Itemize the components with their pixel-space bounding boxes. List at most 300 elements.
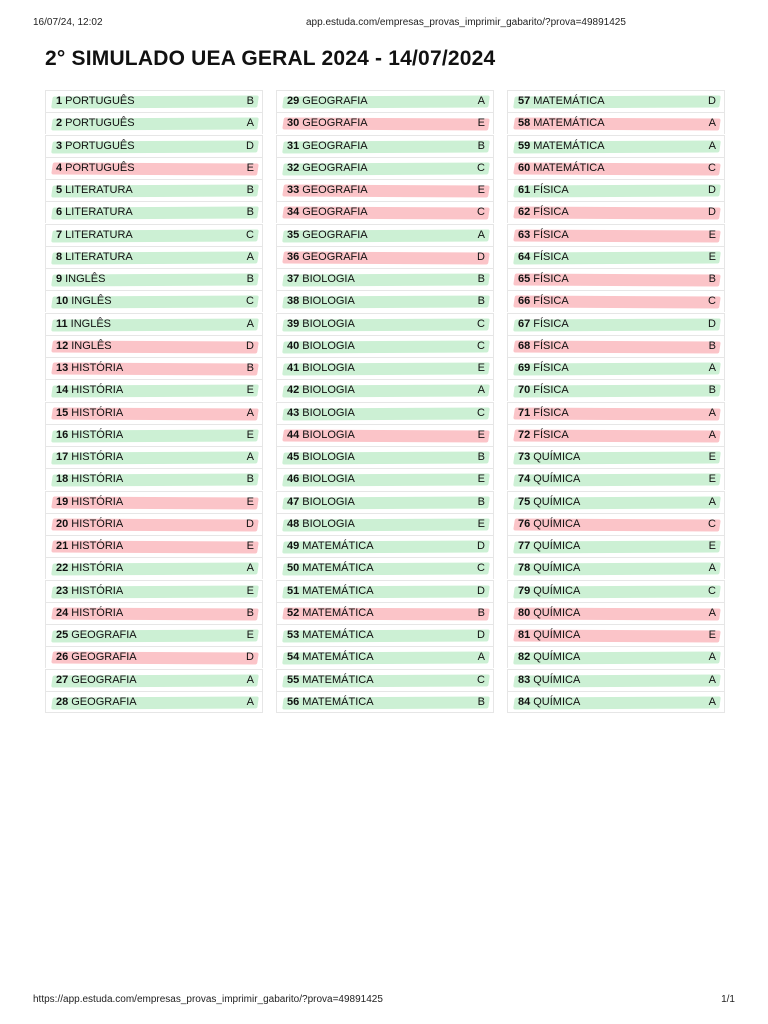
answer-row <box>276 179 494 201</box>
question-subject: QUÍMICA <box>533 584 581 597</box>
question-number: 64 <box>518 250 531 263</box>
answer-letter: B <box>477 273 485 285</box>
question-number: 63 <box>518 228 531 241</box>
question-subject: GEOGRAFIA <box>302 206 368 219</box>
answer-row <box>507 224 725 246</box>
question-subject: GEOGRAFIA <box>302 184 368 196</box>
answer-row <box>276 268 494 290</box>
question-number: 13 <box>56 362 69 374</box>
answer-letter: E <box>246 495 254 508</box>
question-label <box>56 384 123 397</box>
question-subject: MATEMÁTICA <box>533 95 605 107</box>
question-subject: MATEMÁTICA <box>533 161 605 174</box>
answer-row <box>276 224 494 246</box>
answer-row <box>45 513 263 535</box>
question-label <box>518 251 569 264</box>
answer-row <box>45 402 263 424</box>
answer-letter: E <box>477 362 485 374</box>
question-number: 79 <box>518 584 531 597</box>
question-label <box>56 295 112 308</box>
answer-row <box>45 290 263 312</box>
answer-row <box>507 491 725 513</box>
question-subject: PORTUGUÊS <box>65 95 135 107</box>
answer-letter: E <box>246 629 254 641</box>
question-number: 43 <box>287 406 300 419</box>
question-number: 81 <box>518 629 531 641</box>
question-subject: MATEMÁTICA <box>302 695 374 708</box>
answer-letter: A <box>246 250 254 263</box>
question-subject: BIOLOGIA <box>302 428 355 441</box>
question-number: 83 <box>518 673 531 686</box>
question-label <box>56 518 123 531</box>
answer-row <box>276 491 494 513</box>
question-subject: MATEMÁTICA <box>302 606 374 619</box>
question-number: 48 <box>287 517 300 530</box>
question-label <box>287 473 355 486</box>
answer-row <box>45 624 263 646</box>
answer-row <box>507 424 725 446</box>
question-label <box>56 540 123 553</box>
question-label <box>56 251 133 264</box>
answer-letter: A <box>246 117 254 130</box>
answer-letter: B <box>477 295 485 308</box>
answer-letter: A <box>708 139 716 152</box>
question-number: 9 <box>56 273 63 285</box>
question-subject: FÍSICA <box>533 295 569 308</box>
answer-letter: A <box>246 673 254 686</box>
question-number: 65 <box>518 273 531 285</box>
answer-row <box>45 112 263 134</box>
question-label <box>56 318 111 331</box>
page-number: 1/1 <box>721 994 735 1005</box>
question-subject: BIOLOGIA <box>302 295 355 308</box>
answer-row <box>276 624 494 646</box>
answer-row <box>45 669 263 691</box>
answer-letter: E <box>477 117 485 130</box>
question-label <box>287 407 355 420</box>
question-number: 45 <box>287 451 300 463</box>
question-label <box>287 562 374 575</box>
answer-row <box>276 357 494 379</box>
question-subject: FÍSICA <box>533 428 569 441</box>
question-label <box>287 362 355 375</box>
question-label <box>287 540 374 553</box>
question-subject: BIOLOGIA <box>302 451 355 463</box>
question-subject: FÍSICA <box>533 273 569 285</box>
answer-row <box>276 157 494 179</box>
answer-row <box>276 580 494 602</box>
question-label <box>518 140 605 153</box>
question-subject: QUÍMICA <box>533 673 581 686</box>
answer-letter: E <box>708 250 716 263</box>
answer-letter: D <box>477 584 485 597</box>
question-subject: LITERATURA <box>65 206 133 219</box>
question-subject: QUÍMICA <box>533 451 581 463</box>
question-subject: MATEMÁTICA <box>302 540 374 552</box>
question-number: 55 <box>287 673 300 686</box>
answer-row <box>276 112 494 134</box>
question-number: 30 <box>287 117 300 130</box>
question-label <box>287 496 355 509</box>
question-number: 19 <box>56 495 69 508</box>
question-subject: BIOLOGIA <box>302 362 355 374</box>
question-number: 53 <box>287 629 300 641</box>
answer-letter: E <box>708 540 716 552</box>
question-subject: PORTUGUÊS <box>65 139 135 152</box>
answer-letter: C <box>477 406 485 419</box>
answer-row <box>45 446 263 468</box>
question-label <box>56 451 123 464</box>
question-label <box>518 562 580 575</box>
answer-letter: E <box>246 428 254 441</box>
question-number: 39 <box>287 317 300 330</box>
question-label <box>518 429 569 442</box>
answer-row <box>45 357 263 379</box>
answer-row <box>507 669 725 691</box>
question-subject: BIOLOGIA <box>302 273 355 285</box>
question-label <box>518 585 580 598</box>
question-subject: HISTÓRIA <box>71 562 124 575</box>
question-subject: QUÍMICA <box>533 695 581 708</box>
answer-row <box>507 135 725 157</box>
answer-row <box>45 535 263 557</box>
question-label <box>287 184 368 197</box>
question-number: 66 <box>518 295 531 308</box>
question-number: 57 <box>518 95 531 107</box>
question-subject: BIOLOGIA <box>302 384 355 397</box>
question-number: 76 <box>518 517 531 530</box>
answer-row <box>45 691 263 713</box>
answer-row <box>45 424 263 446</box>
question-subject: BIOLOGIA <box>302 495 355 508</box>
question-number: 15 <box>56 406 69 419</box>
question-subject: FÍSICA <box>533 228 569 241</box>
question-number: 46 <box>287 473 300 486</box>
question-subject: HISTÓRIA <box>71 384 124 397</box>
question-number: 4 <box>56 161 63 174</box>
question-subject: QUÍMICA <box>533 562 581 575</box>
question-label <box>518 651 580 664</box>
answer-row <box>507 646 725 668</box>
question-label <box>518 629 580 642</box>
question-label <box>518 229 569 242</box>
question-subject: MATEMÁTICA <box>302 629 374 641</box>
answer-letter: A <box>246 317 254 330</box>
print-date: 16/07/24, 12:02 <box>33 17 103 28</box>
question-label <box>56 362 123 375</box>
answer-row <box>45 335 263 357</box>
question-subject: LITERATURA <box>65 250 133 263</box>
question-number: 3 <box>56 139 63 152</box>
answer-row <box>507 468 725 490</box>
answer-letter: C <box>708 584 716 597</box>
answer-row <box>45 157 263 179</box>
question-subject: FÍSICA <box>533 317 569 330</box>
answer-letter: A <box>708 651 716 664</box>
answer-letter: E <box>477 517 485 530</box>
answer-row <box>45 90 263 112</box>
answer-row <box>507 246 725 268</box>
question-label <box>518 95 605 108</box>
question-number: 23 <box>56 584 69 597</box>
question-subject: INGLÊS <box>65 273 106 285</box>
answer-letter: E <box>246 540 254 552</box>
question-subject: HISTÓRIA <box>71 473 124 486</box>
answer-letter: B <box>708 273 716 285</box>
answer-row <box>507 335 725 357</box>
question-number: 36 <box>287 250 300 263</box>
question-label <box>56 407 123 420</box>
answer-row <box>276 535 494 557</box>
print-footer <box>33 994 735 1008</box>
question-subject: HISTÓRIA <box>71 584 124 597</box>
print-header <box>33 17 735 31</box>
question-subject: MATEMÁTICA <box>302 562 374 575</box>
answer-letter: D <box>477 250 485 263</box>
answer-row <box>276 646 494 668</box>
question-subject: INGLÊS <box>71 295 112 308</box>
answer-letter: A <box>246 406 254 419</box>
answer-row <box>45 646 263 668</box>
answer-row <box>45 135 263 157</box>
question-subject: MATEMÁTICA <box>302 673 374 686</box>
question-number: 70 <box>518 384 531 397</box>
question-subject: QUÍMICA <box>533 629 581 641</box>
question-subject: QUÍMICA <box>533 473 581 486</box>
answer-row <box>276 691 494 713</box>
question-label <box>287 429 355 442</box>
answer-letter: A <box>708 428 716 441</box>
question-subject: GEOGRAFIA <box>71 629 137 641</box>
question-subject: MATEMÁTICA <box>533 117 605 130</box>
question-number: 31 <box>287 139 300 152</box>
answer-row <box>507 557 725 579</box>
answer-letter: D <box>477 540 485 552</box>
question-number: 67 <box>518 317 531 330</box>
question-label <box>56 162 135 175</box>
answer-row <box>276 90 494 112</box>
question-label <box>56 184 133 197</box>
question-label <box>518 273 569 286</box>
answer-row <box>45 580 263 602</box>
answer-letter: D <box>246 339 254 352</box>
question-label <box>287 229 368 242</box>
question-label <box>518 496 580 509</box>
question-number: 21 <box>56 540 69 552</box>
question-label <box>518 162 605 175</box>
question-number: 82 <box>518 651 531 664</box>
question-subject: PORTUGUÊS <box>65 117 135 130</box>
question-number: 1 <box>56 95 63 107</box>
answer-row <box>276 513 494 535</box>
question-number: 8 <box>56 250 63 263</box>
question-label <box>287 251 368 264</box>
question-label <box>287 206 368 219</box>
question-label <box>56 651 137 664</box>
question-subject: GEOGRAFIA <box>302 117 368 130</box>
question-label <box>287 585 374 598</box>
answer-letter: D <box>246 139 254 152</box>
question-number: 20 <box>56 517 69 530</box>
answer-letter: A <box>708 406 716 419</box>
answer-letter: A <box>477 651 485 664</box>
question-label <box>56 473 123 486</box>
answer-row <box>45 313 263 335</box>
answer-letter: E <box>477 184 485 196</box>
question-label <box>287 295 355 308</box>
question-subject: HISTÓRIA <box>71 606 124 619</box>
answer-letter: C <box>246 228 254 241</box>
question-number: 56 <box>287 695 300 708</box>
answer-letter: C <box>477 206 485 219</box>
question-label <box>287 607 374 620</box>
question-number: 69 <box>518 362 531 374</box>
question-number: 27 <box>56 673 69 686</box>
answer-letter: A <box>708 695 716 708</box>
question-subject: FÍSICA <box>533 362 569 374</box>
answer-row <box>507 112 725 134</box>
answer-letter: A <box>708 606 716 619</box>
question-subject: HISTÓRIA <box>71 406 124 419</box>
question-subject: FÍSICA <box>533 184 569 196</box>
question-label <box>56 429 123 442</box>
answer-row <box>45 246 263 268</box>
answer-letter: B <box>708 339 716 352</box>
answer-letter: C <box>708 517 716 530</box>
answer-letter: D <box>708 206 716 219</box>
question-subject: GEOGRAFIA <box>71 695 137 708</box>
answer-letter: C <box>477 562 485 575</box>
question-label <box>287 629 374 642</box>
question-number: 16 <box>56 428 69 441</box>
question-label <box>518 674 580 687</box>
answer-letter: E <box>246 384 254 397</box>
question-number: 41 <box>287 362 300 374</box>
answer-letter: E <box>477 428 485 441</box>
question-number: 60 <box>518 161 531 174</box>
page-title: 2° SIMULADO UEA GERAL 2024 - 14/07/2024 <box>45 47 496 70</box>
question-label <box>287 95 368 108</box>
question-label <box>518 540 580 553</box>
answer-letter: C <box>477 673 485 686</box>
answer-row <box>45 557 263 579</box>
answer-row <box>507 580 725 602</box>
question-label <box>287 696 374 709</box>
answer-letter: D <box>246 651 254 664</box>
question-number: 7 <box>56 228 63 241</box>
answer-letter: A <box>708 117 716 130</box>
question-label <box>518 362 569 375</box>
question-subject: QUÍMICA <box>533 651 581 664</box>
question-number: 71 <box>518 406 531 419</box>
question-subject: PORTUGUÊS <box>65 161 135 174</box>
question-number: 42 <box>287 384 300 397</box>
question-number: 50 <box>287 562 300 575</box>
answer-letter: B <box>246 362 254 374</box>
answer-row <box>507 691 725 713</box>
question-label <box>287 518 355 531</box>
answer-letter: D <box>708 95 716 107</box>
question-label <box>518 384 569 397</box>
question-label <box>56 206 133 219</box>
question-subject: BIOLOGIA <box>302 406 355 419</box>
question-number: 61 <box>518 184 531 196</box>
answer-letter: A <box>708 562 716 575</box>
question-subject: INGLÊS <box>71 339 112 352</box>
answer-letter: A <box>477 95 485 107</box>
answer-letter: D <box>477 629 485 641</box>
question-subject: QUÍMICA <box>533 517 581 530</box>
answer-letter: B <box>708 384 716 397</box>
question-subject: BIOLOGIA <box>302 517 355 530</box>
answer-row <box>276 246 494 268</box>
question-subject: HISTÓRIA <box>71 428 124 441</box>
answer-letter: A <box>708 362 716 374</box>
question-number: 49 <box>287 540 300 552</box>
answer-row <box>276 290 494 312</box>
question-label <box>56 273 105 286</box>
question-number: 40 <box>287 339 300 352</box>
question-label <box>287 273 355 286</box>
answer-row <box>507 402 725 424</box>
answer-letter: D <box>246 517 254 530</box>
question-subject: QUÍMICA <box>533 606 581 619</box>
question-number: 59 <box>518 139 531 152</box>
answer-letter: B <box>246 95 254 107</box>
question-number: 58 <box>518 117 531 130</box>
answer-letter: B <box>246 184 254 196</box>
answer-letter: D <box>708 184 716 196</box>
answer-row <box>507 535 725 557</box>
question-label <box>287 318 355 331</box>
answer-row <box>276 446 494 468</box>
answer-letter: E <box>477 473 485 486</box>
answer-row <box>45 268 263 290</box>
answer-row <box>276 402 494 424</box>
question-subject: GEOGRAFIA <box>302 139 368 152</box>
question-subject: QUÍMICA <box>533 540 581 552</box>
answer-letter: D <box>708 317 716 330</box>
question-subject: LITERATURA <box>65 184 133 196</box>
question-number: 80 <box>518 606 531 619</box>
question-number: 22 <box>56 562 69 575</box>
answer-letter: B <box>246 473 254 486</box>
question-label <box>518 451 580 464</box>
answer-letter: A <box>708 495 716 508</box>
answer-letter: C <box>477 317 485 330</box>
question-label <box>56 696 137 709</box>
answer-letter: E <box>708 228 716 241</box>
answer-row <box>276 135 494 157</box>
question-label <box>518 696 580 709</box>
answer-row <box>276 313 494 335</box>
question-subject: LITERATURA <box>65 228 133 241</box>
answer-letter: B <box>477 606 485 619</box>
question-number: 77 <box>518 540 531 552</box>
answer-row <box>276 557 494 579</box>
question-label <box>287 384 355 397</box>
answer-letter: A <box>246 451 254 463</box>
question-label <box>518 295 569 308</box>
question-number: 6 <box>56 206 63 219</box>
answer-letter: A <box>477 384 485 397</box>
question-label <box>518 407 569 420</box>
answer-letter: B <box>477 695 485 708</box>
question-label <box>287 451 355 464</box>
footer-url: https://app.estuda.com/empresas_provas_imprimir_gabarito/?prova=49891425 <box>33 994 383 1005</box>
answer-letter: B <box>477 495 485 508</box>
question-subject: HISTÓRIA <box>71 362 124 374</box>
